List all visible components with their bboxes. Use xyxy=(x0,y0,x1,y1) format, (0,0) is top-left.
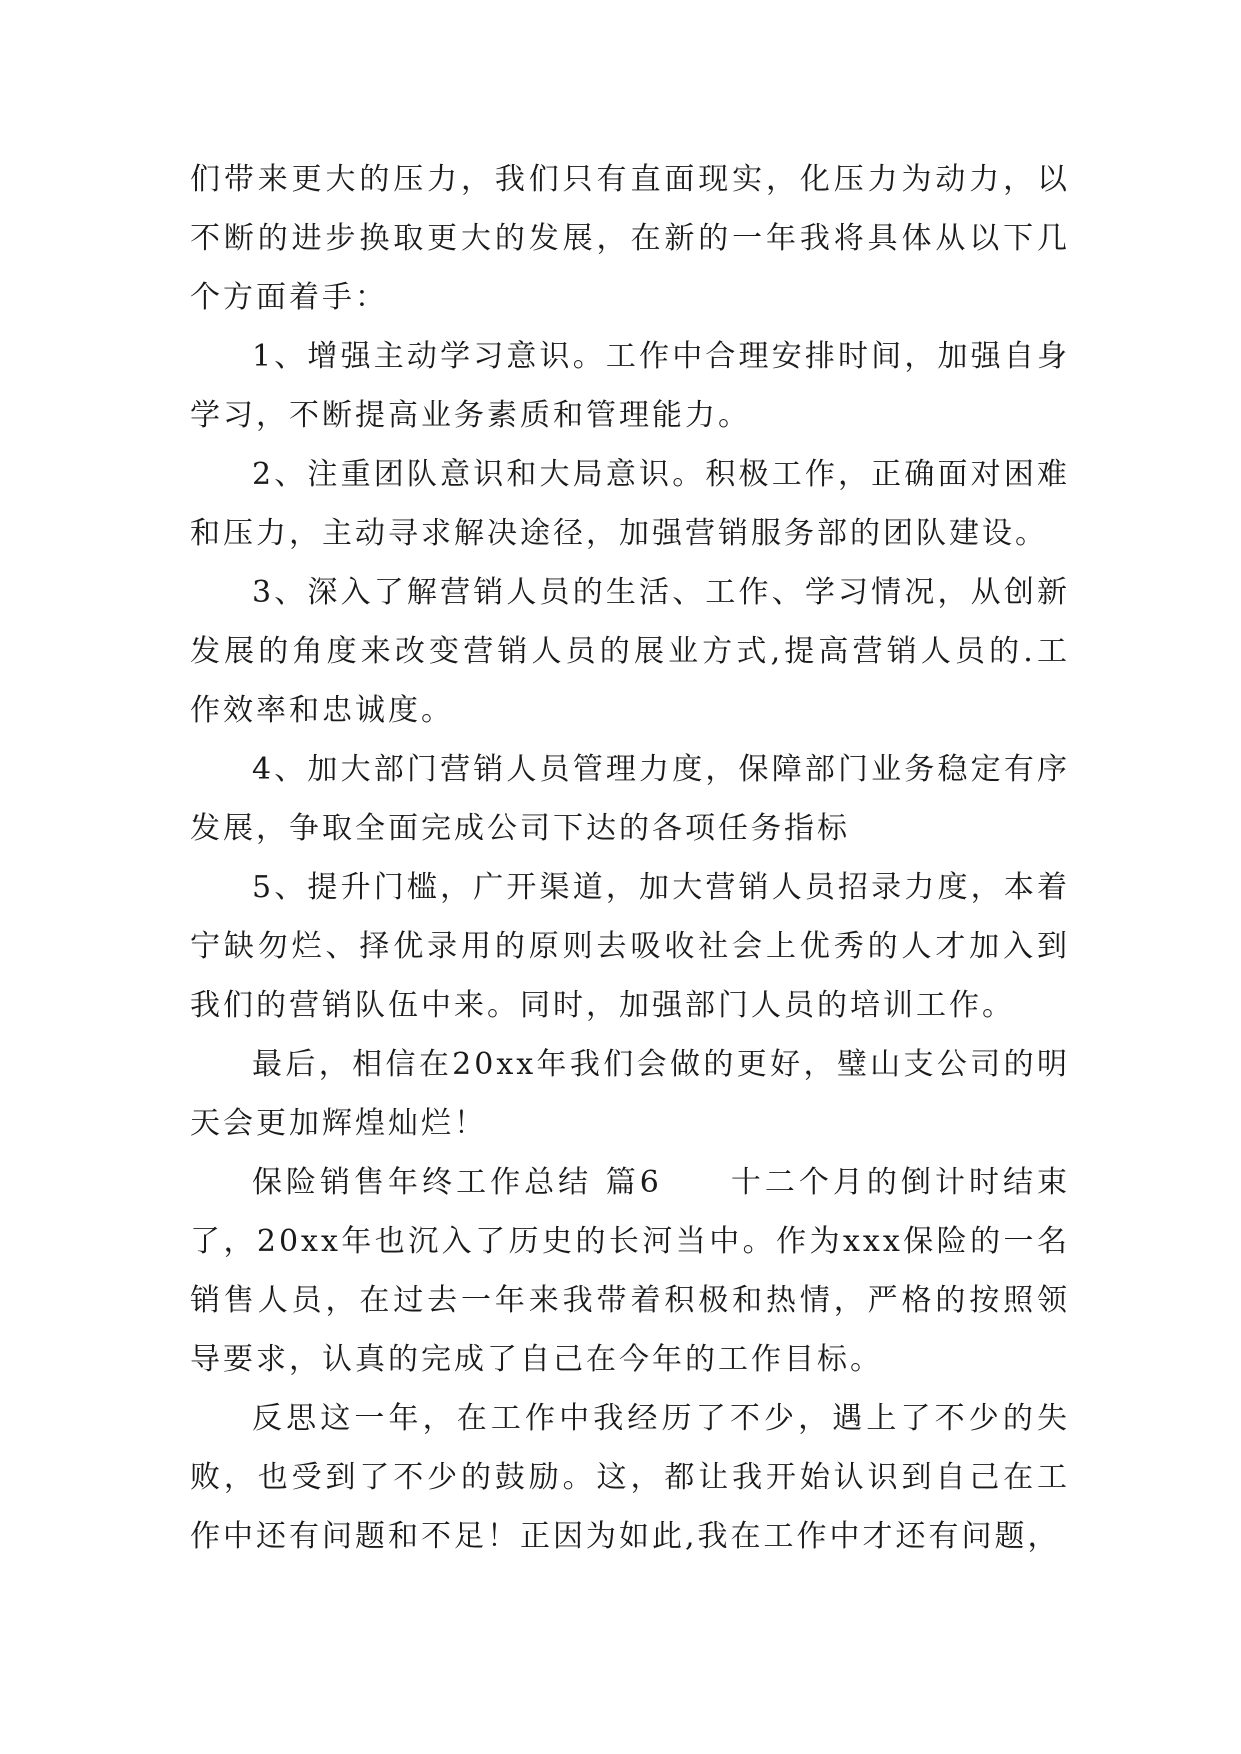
paragraph-section-6-heading: 保险销售年终工作总结 篇6 十二个月的倒计时结束了，20xx年也沉入了历史的长河当中。作为xxx保险的一名销售人员，在过去一年来我带着积极和热情，严格的按照领导要求，认真的完成了自己在今年的工作目标。 xyxy=(190,1165,1070,1377)
paragraph-item-1: 1、增强主动学习意识。工作中合理安排时间，加强自身学习，不断提高业务素质和管理能力。 xyxy=(190,339,1070,433)
paragraph-reflection: 反思这一年，在工作中我经历了不少，遇上了不少的失败，也受到了不少的鼓励。这，都让我开始认识到自己在工作中还有问题和不足！正因为如此,我在工作中才还有问题， xyxy=(190,1401,1070,1554)
paragraph-conclusion: 最后，相信在20xx年我们会做的更好，璧山支公司的明天会更加辉煌灿烂！ xyxy=(190,1047,1070,1141)
paragraph-item-5: 5、提升门槛，广开渠道，加大营销人员招录力度，本着宁缺勿烂、择优录用的原则去吸收社会上优秀的人才加入到我们的营销队伍中来。同时，加强部门人员的培训工作。 xyxy=(190,870,1070,1023)
paragraph-intro-continued: 们带来更大的压力，我们只有直面现实，化压力为动力，以不断的进步换取更大的发展，在新的一年我将具体从以下几个方面着手： xyxy=(190,162,1070,315)
paragraph-item-4: 4、加大部门营销人员管理力度，保障部门业务稳定有序发展，争取全面完成公司下达的各项任务指标 xyxy=(190,752,1070,846)
document-page xyxy=(190,150,1070,1566)
paragraph-item-3: 3、深入了解营销人员的生活、工作、学习情况，从创新发展的角度来改变营销人员的展业方式,提高营销人员的.工作效率和忠诚度。 xyxy=(190,575,1070,728)
paragraph-item-2: 2、注重团队意识和大局意识。积极工作，正确面对困难和压力，主动寻求解决途径，加强营销服务部的团队建设。 xyxy=(190,457,1070,551)
